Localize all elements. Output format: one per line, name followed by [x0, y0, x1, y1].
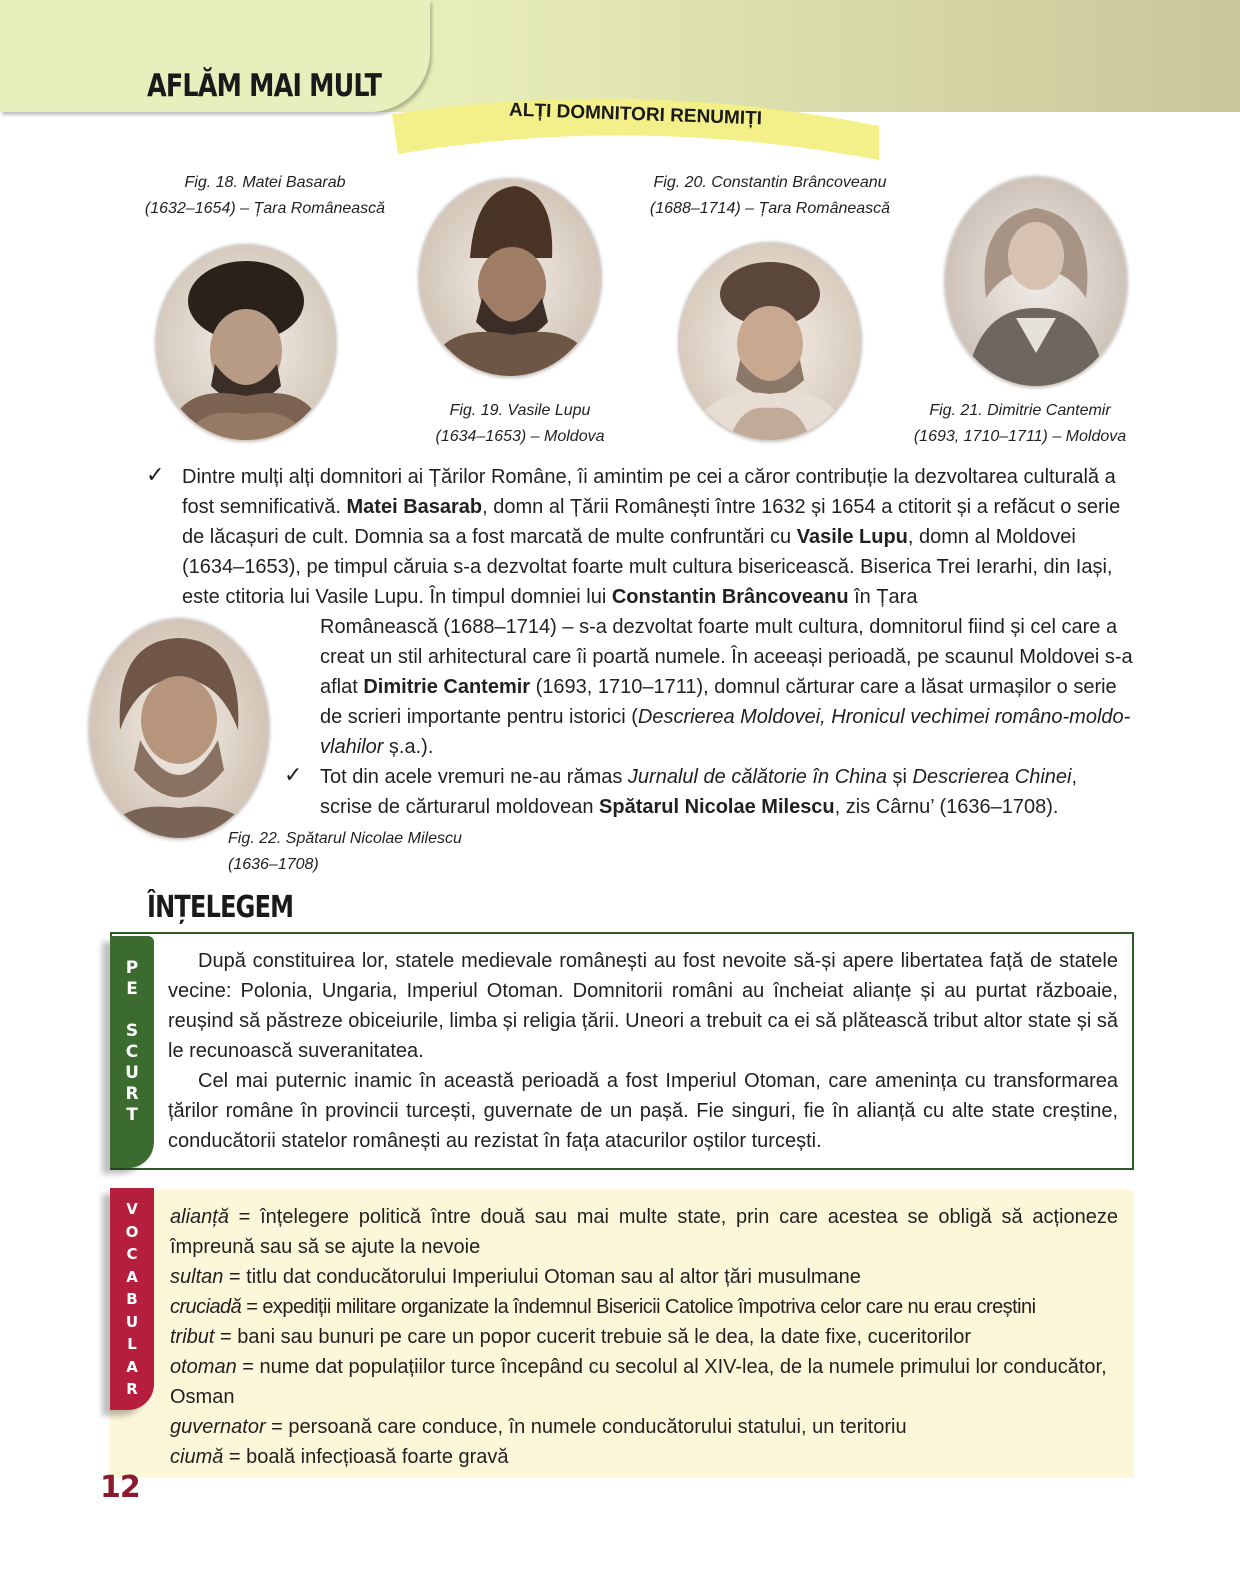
caption-line: (1636–1708): [228, 856, 319, 873]
tab-letter: S: [125, 1021, 139, 1041]
tab-letter: L: [127, 1335, 137, 1353]
summary-paragraph: După constituirea lor, statele medievale românești au fost nevoite să-și apere libertatea față de statele vecine: Polonia, Ungaria, Imperiul Otoman. Domnitorii români au încheiat alianțe și au purtat războaie, reușind să păstreze obiceiurile, limba și religia țării. Uneori a trebuit ca ei să plătească tribut altor state și să le recunoască suveranitatea.: [168, 950, 1118, 1062]
vocab-term: ciumă: [170, 1446, 224, 1468]
pe-scurt-text: [168, 946, 1118, 1156]
vocab-definition: = expediții militare organizate la îndemnul Bisericii Catolice împotriva celor care nu erau creștini: [241, 1296, 1036, 1318]
tab-letter: C: [126, 1245, 138, 1263]
caption-line: Fig. 21. Dimitrie Cantemir: [929, 402, 1111, 419]
text-run: , domn al Țării Românești între 1632 și 1654 a ctitorit și a refăcut o serie de lăcașuri de cult. Domnia sa a fost marcată de multe confruntări cu: [182, 496, 1121, 548]
vocab-entry: [170, 1352, 1118, 1412]
vocab-entry: [170, 1292, 1118, 1322]
paragraph-milescu: [320, 762, 1134, 822]
caption-fig-21: [885, 398, 1155, 450]
caption-line: Fig. 18. Matei Basarab: [184, 174, 346, 191]
text-run: Dintre mulți alți domnitori ai Țărilor Române, îi amintim pe cei a căror contribuție la dezvoltarea culturală a fost semnificativă.: [182, 466, 1116, 518]
ruler-name: Dimitrie Cantemir: [363, 676, 531, 698]
tab-letter: [129, 1000, 135, 1021]
tab-letter: R: [126, 1380, 138, 1398]
paragraph-intro-continued: [320, 612, 1134, 762]
tab-letter: E: [126, 979, 138, 999]
ruler-name: Vasile Lupu: [796, 526, 908, 548]
caption-line: (1632–1654) – Țara Românească: [144, 200, 386, 217]
section-title: ÎNȚELEGEM: [147, 890, 294, 925]
caption-line: Fig. 19. Vasile Lupu: [449, 402, 591, 419]
text-run: și: [886, 766, 913, 788]
text-run: , domn al Moldovei (1634–1653), pe timpul căruia s-a dezvoltat foarte mult cultura bisericească. Biserica Trei Ierarhi, din Iași, este ctitoria lui Vasile Lupu. În timpul domniei lui: [182, 526, 1113, 608]
vocab-definition: = titlu dat conducătorului Imperiului Otoman sau al altor țări musulmane: [223, 1266, 861, 1288]
vocab-definition: = bani sau bunuri pe care un popor cucerit trebuie să le dea, la date fixe, cuceritorilor: [214, 1326, 972, 1348]
tab-letter: B: [126, 1290, 138, 1308]
tab-letter: C: [125, 1042, 139, 1062]
checkmark-icon: ✓: [146, 462, 165, 487]
caption-line: Fig. 20. Constantin Brâncoveanu: [653, 174, 887, 191]
caption-line: (1693, 1710–1711) – Moldova: [913, 428, 1127, 445]
page-section-title: AFLĂM MAI MULT: [147, 68, 382, 104]
caption-line: Fig. 22. Spătarul Nicolae Milescu: [228, 830, 462, 847]
ruler-name: Matei Basarab: [346, 496, 483, 518]
vocab-term: tribut: [170, 1326, 215, 1348]
page-number: 12: [100, 1470, 140, 1505]
tab-letter: T: [126, 1105, 138, 1125]
portrait-dimitrie-cantemir: [946, 178, 1126, 386]
text-run: (1693, 1710–1711), domnul cărturar care a lăsat urmașilor o serie de scrieri importante pentru istorici (: [320, 676, 1117, 728]
caption-line: (1634–1653) – Moldova: [435, 428, 605, 445]
paragraph-intro: [182, 462, 1134, 612]
vocab-entry: [170, 1412, 1118, 1442]
tab-letter: V: [126, 1200, 138, 1218]
ruler-name: Constantin Brâncoveanu: [611, 586, 849, 608]
tab-letter: U: [125, 1312, 139, 1331]
text-run: Tot din acele vremuri ne-au rămas: [320, 766, 628, 788]
vocab-definition: = boală infecțioasă foarte gravă: [223, 1446, 509, 1468]
vocab-term: cruciadă: [170, 1296, 242, 1318]
pe-scurt-tab: [110, 936, 154, 1168]
vocab-entry: [170, 1202, 1118, 1262]
tab-letter: O: [125, 1222, 139, 1241]
text-run: în Țara: [848, 586, 918, 608]
checkmark-icon: ✓: [284, 762, 303, 787]
summary-paragraph: Cel mai puternic inamic în această perioadă a fost Imperiul Otoman, care amenința cu transformarea țărilor române în provincii turcești, guvernate de un pașă. Fie singuri, fie în alianță cu alte state creștine, conducătorii statelor românești au rezistat în fața atacurilor oștilor turcești.: [168, 1070, 1118, 1152]
vocabular-tab: [110, 1188, 154, 1410]
tab-letter: P: [125, 958, 139, 978]
portrait-constantin-brancoveanu: [680, 244, 860, 440]
vocabular-tab-label: [110, 1188, 154, 1401]
text-run: , zis Cârnu’ (1636–1708).: [834, 796, 1059, 818]
vocab-term: guvernator: [170, 1416, 266, 1438]
tab-letter: U: [125, 1063, 139, 1083]
vocab-entry: [170, 1442, 1118, 1472]
vocabular-list: [170, 1202, 1118, 1472]
pe-scurt-tab-label: [110, 936, 154, 1126]
tab-letter: A: [126, 1267, 138, 1286]
tab-letter: A: [126, 1357, 138, 1376]
vocab-entry: [170, 1262, 1118, 1292]
portrait-nicolae-milescu: [90, 620, 268, 838]
vocab-definition: = înțelegere politică între două sau mai multe state, prin care acestea se obligă să acționeze împreună sau să se ajute la nevoie: [170, 1206, 1118, 1258]
text-run: , scrise de cărturarul moldovean: [320, 766, 1078, 818]
vocab-term: otoman: [170, 1356, 237, 1378]
vocab-definition: = persoană care conduce, în numele conducătorului statului, un teritoriu: [265, 1416, 907, 1438]
text-run: ș.a.).: [383, 736, 434, 758]
caption-fig-20: [620, 170, 920, 222]
vocab-definition: = nume dat populațiilor turce începând cu secolul al XIV-lea, de la numele primului lor conducător, Osman: [170, 1356, 1107, 1408]
book-title: Jurnalul de călătorie în China: [627, 766, 887, 788]
vocab-term: sultan: [170, 1266, 224, 1288]
text-run: Românească (1688–1714) – s-a dezvoltat foarte mult cultura, domnitorul fiind și cel care a creat un stil arhitectural care îi poartă numele. În aceeași perioadă, pe scaunul Moldovei s-a aflat: [320, 616, 1133, 698]
caption-line: (1688–1714) – Țara Românească: [649, 200, 891, 217]
caption-fig-19: [390, 398, 650, 450]
caption-fig-22: [228, 826, 528, 878]
portrait-matei-basarab: [157, 246, 335, 440]
vocab-term: alianță: [170, 1206, 229, 1228]
caption-fig-18: [100, 170, 430, 222]
portrait-vasile-lupu: [420, 180, 600, 376]
book-title: Descrierea Moldovei, Hronicul vechimei româno-moldo-vlahilor: [320, 706, 1131, 758]
book-title: Descrierea Chinei: [912, 766, 1072, 788]
ruler-name: Spătarul Nicolae Milescu: [599, 796, 835, 818]
vocab-entry: [170, 1322, 1118, 1352]
ribbon-text: ALȚI DOMNITORI RENUMIȚI: [508, 99, 763, 130]
tab-letter: R: [125, 1084, 139, 1104]
